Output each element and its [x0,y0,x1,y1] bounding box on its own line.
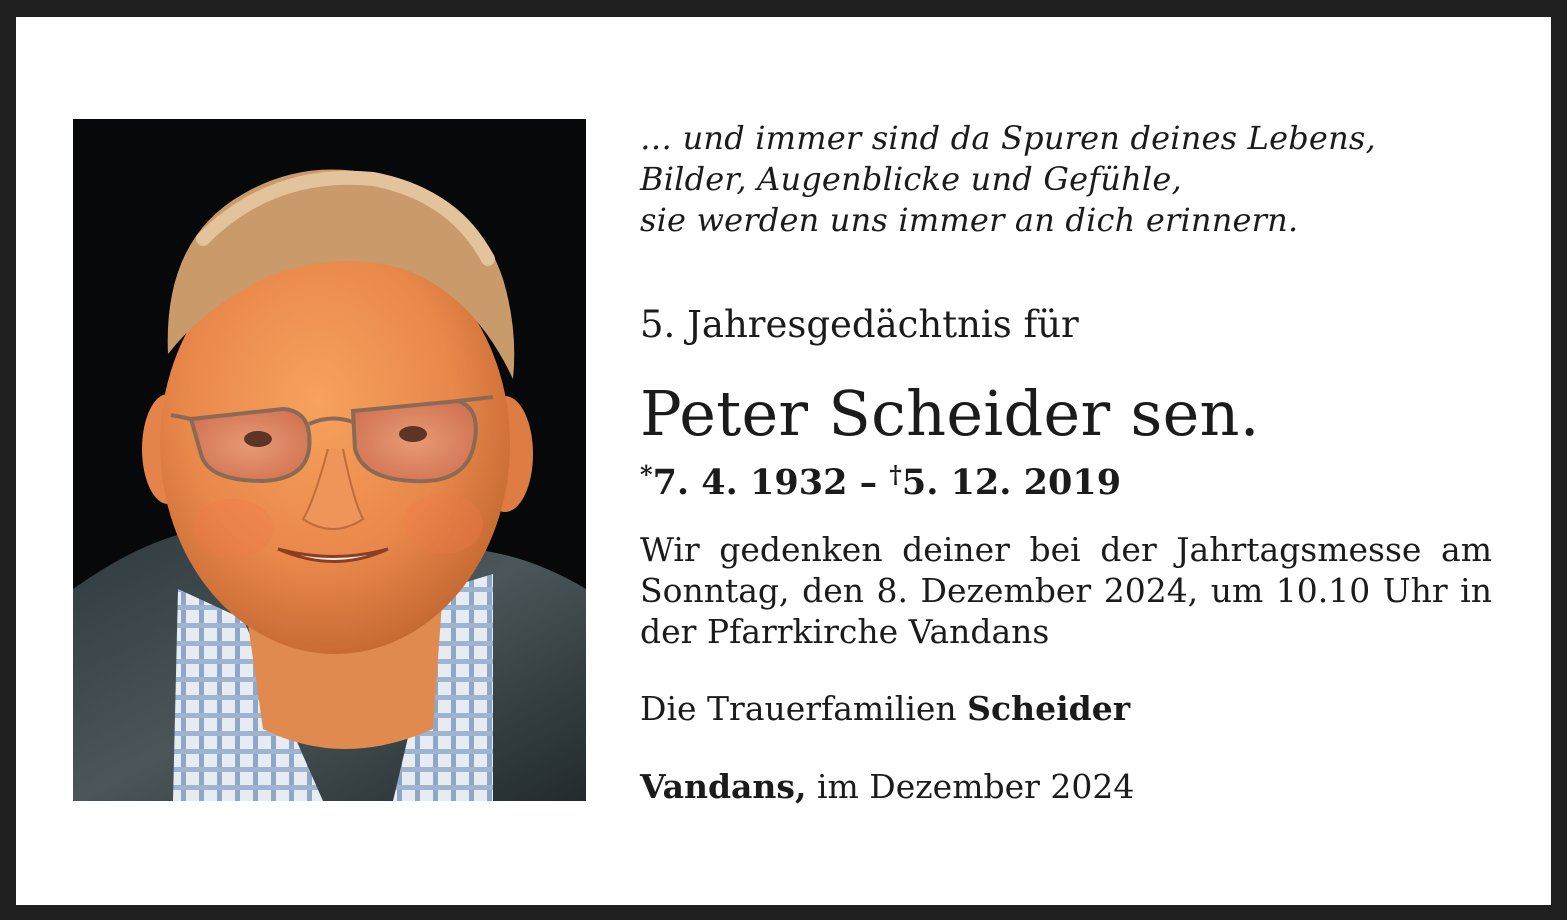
birth-date: 7. 4. 1932 [652,462,848,503]
date-separator: – [847,462,890,503]
message-line-3: der Pfarrkirche Vandans [640,612,1050,651]
message-line-1: Wir gedenken deiner bei der Jahrtagsmesse am [640,530,1492,569]
portrait-photo [73,119,586,801]
memorial-message [640,529,1492,652]
death-date: 5. 12. 2019 [901,462,1122,503]
memorial-heading: 5. Jahresgedächtnis für [640,303,1079,346]
deceased-name: Peter Scheider sen. [640,377,1260,450]
family-prefix: Die Trauerfamilien [640,689,968,728]
poem-line-1: … und immer sind da Spuren deines Lebens, [640,119,1376,157]
portrait-image [73,119,586,801]
place-town: Vandans, [640,767,807,806]
death-symbol: † [889,460,902,489]
message-line-2: Sonntag, den 8. Dezember 2024, um 10.10 Uhr in [640,571,1492,610]
birth-symbol: * [640,460,653,489]
poem-line-2: Bilder, Augenblicke und Gefühle, [640,160,1182,198]
place-month: im Dezember 2024 [806,767,1135,806]
mourning-family [640,686,1130,732]
poem [640,118,1376,241]
family-surname: Scheider [967,689,1131,728]
life-dates [640,452,1121,506]
poem-line-3: sie werden uns immer an dich erinnern. [640,201,1299,239]
place-date [640,764,1134,810]
